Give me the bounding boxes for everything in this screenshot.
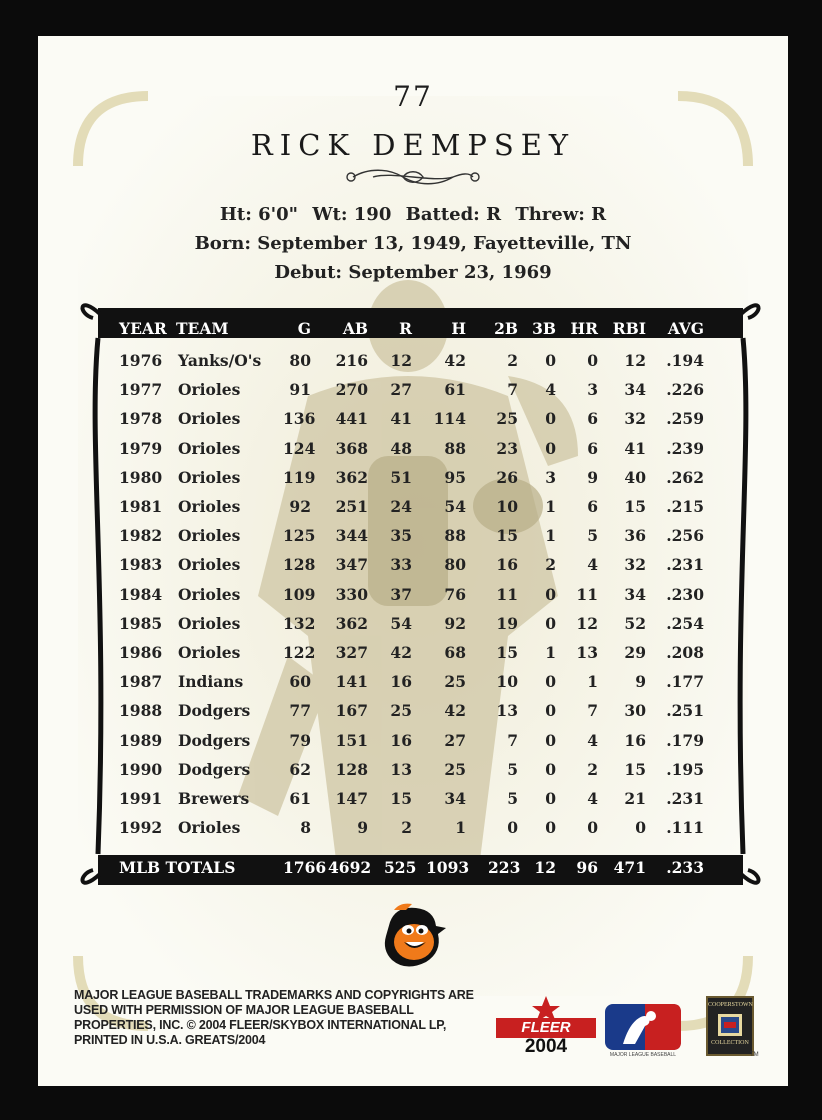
table-row	[98, 698, 743, 722]
cell-team: Dodgers	[178, 759, 251, 779]
table-row	[98, 786, 743, 810]
cell-3b: 0	[545, 701, 556, 721]
cell-team: Dodgers	[178, 730, 251, 750]
cell-rbi: 16	[624, 730, 646, 750]
totals-avg: .233	[666, 858, 704, 877]
cell-h: 114	[433, 409, 466, 429]
cell-avg: .231	[666, 555, 704, 575]
cell-ab: 9	[357, 818, 368, 838]
col-g: G	[297, 319, 311, 338]
cell-hr: 6	[587, 409, 598, 429]
cell-r: 41	[390, 409, 412, 429]
cell-year: 1988	[119, 701, 163, 721]
cell-2b: 5	[507, 759, 518, 779]
cell-avg: .179	[666, 730, 704, 750]
cell-h: 34	[444, 789, 466, 808]
cell-3b: 1	[545, 643, 556, 662]
card-back	[38, 36, 788, 1086]
table-row	[98, 728, 743, 752]
cell-r: 42	[390, 643, 412, 662]
cell-g: 92	[289, 497, 311, 516]
cell-3b: 2	[545, 555, 556, 575]
cell-r: 54	[390, 613, 412, 633]
coop-bottom-text: COLLECTION	[711, 1040, 749, 1046]
col-hr: HR	[570, 319, 598, 338]
cell-g: 79	[289, 730, 311, 750]
cell-r: 48	[390, 438, 412, 458]
cell-rbi: 9	[635, 672, 646, 692]
cell-team: Orioles	[178, 438, 241, 458]
cell-2b: 26	[496, 467, 518, 487]
cell-h: 61	[444, 380, 466, 400]
cell-3b: 0	[545, 584, 556, 604]
col-h: H	[451, 319, 466, 338]
cell-avg: .208	[666, 643, 704, 662]
col-r: R	[399, 319, 412, 338]
cell-avg: .230	[666, 584, 704, 604]
cell-rbi: 34	[624, 380, 646, 400]
cell-h: 92	[444, 613, 466, 633]
cell-3b: 1	[545, 497, 556, 516]
cell-rbi: 30	[624, 701, 646, 721]
cell-g: 124	[283, 438, 316, 458]
weight: Wt: 190	[312, 204, 392, 225]
cell-avg: .177	[666, 672, 704, 692]
cell-rbi: 12	[624, 351, 646, 370]
cell-g: 61	[289, 789, 311, 808]
cell-year: 1989	[119, 730, 163, 750]
cell-3b: 0	[545, 730, 556, 750]
cell-r: 13	[390, 759, 412, 779]
cell-3b: 0	[545, 438, 556, 458]
cell-ab: 330	[335, 584, 368, 604]
cell-avg: .239	[666, 438, 704, 458]
cell-team: Orioles	[178, 526, 241, 546]
cell-3b: 4	[545, 380, 556, 400]
cell-r: 37	[390, 584, 412, 604]
cell-year: 1976	[119, 351, 163, 370]
cell-r: 25	[390, 701, 412, 721]
cell-hr: 5	[587, 526, 598, 546]
cell-ab: 441	[335, 409, 368, 429]
cell-ab: 128	[335, 759, 368, 779]
cell-hr: 9	[587, 467, 598, 487]
orioles-bird-logo-icon	[376, 902, 448, 972]
cell-g: 136	[283, 409, 316, 429]
cell-h: 25	[444, 759, 466, 779]
cell-ab: 216	[335, 351, 368, 370]
cell-hr: 7	[587, 701, 598, 721]
table-row	[98, 494, 743, 518]
table-row	[98, 377, 743, 401]
cell-3b: 0	[545, 759, 556, 779]
cell-avg: .231	[666, 789, 704, 808]
mlb-logo-icon	[605, 1004, 681, 1052]
cell-year: 1983	[119, 555, 163, 575]
col-rbi: RBI	[612, 319, 646, 338]
born: Born: September 13, 1949, Fayetteville, TN	[194, 233, 632, 254]
table-row	[98, 348, 743, 372]
bio-line-1	[38, 204, 788, 225]
cell-year: 1982	[119, 526, 163, 546]
cell-team: Orioles	[178, 818, 241, 838]
cell-3b: 0	[545, 613, 556, 633]
cell-avg: .195	[666, 759, 704, 779]
legal-line: PRINTED IN U.S.A. GREATS/2004	[74, 1033, 266, 1047]
cell-h: 76	[444, 584, 466, 604]
coop-emblem-icon	[718, 1014, 742, 1036]
cell-2b: 19	[496, 613, 518, 633]
cell-h: 42	[444, 351, 466, 370]
cell-ab: 167	[335, 701, 368, 721]
cell-team: Dodgers	[178, 701, 251, 721]
cell-3b: 1	[545, 526, 556, 546]
cell-hr: 3	[587, 380, 598, 400]
cell-ab: 347	[335, 555, 368, 575]
cell-g: 132	[283, 613, 316, 633]
cell-rbi: 41	[624, 438, 646, 458]
table-row	[98, 669, 743, 693]
card-number: 77	[393, 80, 433, 113]
cell-ab: 147	[335, 789, 368, 808]
totals-h: 1093	[426, 858, 470, 877]
cell-year: 1979	[119, 438, 163, 458]
cell-2b: 5	[507, 789, 518, 808]
cell-rbi: 29	[624, 643, 646, 662]
mlb-caption: MAJOR LEAGUE BASEBALL	[609, 1052, 677, 1058]
cell-year: 1990	[119, 759, 163, 779]
fleer-logo-icon	[496, 996, 596, 1056]
cell-rbi: 40	[624, 467, 646, 487]
cell-g: 60	[289, 672, 311, 692]
cell-avg: .251	[666, 701, 704, 721]
col-avg: AVG	[667, 319, 704, 338]
table-row	[98, 611, 743, 635]
height: Ht: 6'0"	[219, 204, 299, 225]
cell-hr: 0	[587, 351, 598, 370]
cell-team: Orioles	[178, 555, 241, 575]
cooperstown-collection-logo-icon	[706, 996, 754, 1056]
cell-year: 1984	[119, 584, 163, 604]
cell-year: 1978	[119, 409, 163, 429]
cell-h: 88	[444, 526, 466, 546]
cell-avg: .226	[666, 380, 704, 400]
cell-rbi: 0	[635, 818, 646, 838]
cell-3b: 0	[545, 818, 556, 838]
cell-g: 91	[289, 380, 311, 400]
cell-team: Orioles	[178, 497, 241, 516]
cell-3b: 0	[545, 672, 556, 692]
cell-year: 1981	[119, 497, 163, 516]
cell-2b: 7	[507, 730, 518, 750]
cell-hr: 4	[587, 730, 598, 750]
cell-g: 80	[289, 351, 311, 370]
cell-3b: 0	[545, 409, 556, 429]
cell-team: Orioles	[178, 584, 241, 604]
cell-2b: 2	[507, 351, 518, 370]
cell-avg: .262	[666, 467, 704, 487]
cell-hr: 4	[587, 555, 598, 575]
cell-2b: 11	[496, 584, 518, 604]
totals-g: 1766	[283, 858, 327, 877]
cell-g: 119	[283, 467, 316, 487]
cell-2b: 13	[496, 701, 518, 721]
cell-rbi: 21	[624, 789, 646, 808]
cell-h: 80	[444, 555, 466, 575]
cell-hr: 6	[587, 497, 598, 516]
col-year: YEAR	[119, 319, 167, 338]
cell-r: 16	[390, 730, 412, 750]
cell-rbi: 32	[624, 555, 646, 575]
cell-team: Orioles	[178, 409, 241, 429]
cell-h: 54	[444, 497, 466, 516]
cell-year: 1986	[119, 643, 163, 662]
cell-avg: .111	[666, 818, 704, 838]
cell-2b: 7	[507, 380, 518, 400]
table-row	[98, 436, 743, 460]
table-row	[98, 815, 743, 839]
cell-ab: 368	[335, 438, 368, 458]
cell-hr: 2	[587, 759, 598, 779]
cell-year: 1977	[119, 380, 163, 400]
table-row	[98, 582, 743, 606]
cell-ab: 362	[335, 467, 368, 487]
totals-3b: 12	[534, 858, 556, 877]
cell-h: 25	[444, 672, 466, 692]
cell-r: 51	[390, 467, 412, 487]
cell-2b: 10	[496, 672, 518, 692]
table-row	[98, 523, 743, 547]
cell-ab: 344	[335, 526, 368, 546]
cell-h: 95	[444, 467, 466, 487]
cell-year: 1980	[119, 467, 163, 487]
legal-line: USED WITH PERMISSION OF MAJOR LEAGUE BASEBALL	[74, 1003, 414, 1017]
cell-g: 128	[283, 555, 316, 575]
totals-rbi: 471	[613, 858, 646, 877]
cell-rbi: 34	[624, 584, 646, 604]
cell-h: 42	[444, 701, 466, 721]
cell-ab: 327	[335, 643, 368, 662]
legal-line: MAJOR LEAGUE BASEBALL TRADEMARKS AND COPYRIGHTS ARE	[74, 988, 474, 1002]
cell-r: 12	[390, 351, 412, 370]
fleer-brand: FLEER	[496, 1018, 596, 1038]
cell-year: 1991	[119, 789, 163, 808]
fleer-year: 2004	[524, 1036, 568, 1057]
cell-ab: 151	[335, 730, 368, 750]
col-3b: 3B	[532, 319, 556, 338]
cell-r: 27	[390, 380, 412, 400]
col-ab: AB	[342, 319, 368, 338]
cell-g: 8	[300, 818, 311, 838]
table-row	[98, 552, 743, 576]
cell-year: 1992	[119, 818, 163, 838]
cell-team: Orioles	[178, 380, 241, 400]
cell-2b: 15	[496, 526, 518, 546]
cell-r: 2	[401, 818, 412, 838]
cell-g: 62	[289, 759, 311, 779]
cell-r: 16	[390, 672, 412, 692]
totals-2b: 223	[488, 858, 521, 877]
cell-avg: .256	[666, 526, 704, 546]
cell-rbi: 15	[624, 759, 646, 779]
cell-r: 33	[390, 555, 412, 575]
cell-r: 35	[390, 526, 412, 546]
cell-ab: 362	[335, 613, 368, 633]
legal-line: PROPERTIES, INC. © 2004 FLEER/SKYBOX INTERNATIONAL LP,	[74, 1018, 447, 1032]
cell-avg: .215	[666, 497, 704, 516]
cell-g: 122	[283, 643, 316, 662]
totals-r: 525	[384, 858, 417, 877]
cell-h: 68	[444, 643, 466, 662]
col-team: TEAM	[176, 319, 229, 338]
cell-3b: 0	[545, 351, 556, 370]
table-row	[98, 640, 743, 664]
cell-team: Yanks/O's	[178, 351, 262, 370]
cell-3b: 3	[545, 467, 556, 487]
cell-hr: 13	[576, 643, 598, 662]
cell-hr: 1	[587, 672, 598, 692]
cell-3b: 0	[545, 789, 556, 808]
cell-2b: 10	[496, 497, 518, 516]
col-2b: 2B	[494, 319, 518, 338]
player-name: RICK DEMPSEY	[250, 128, 576, 162]
cell-g: 77	[289, 701, 311, 721]
cell-year: 1987	[119, 672, 163, 692]
cell-r: 15	[390, 789, 412, 808]
cell-ab: 270	[335, 380, 368, 400]
cell-hr: 6	[587, 438, 598, 458]
cell-2b: 25	[496, 409, 518, 429]
cell-avg: .254	[666, 613, 704, 633]
cell-h: 1	[455, 818, 466, 838]
cell-rbi: 52	[624, 613, 646, 633]
totals-label: MLB TOTALS	[119, 858, 236, 877]
cell-hr: 12	[576, 613, 598, 633]
cell-hr: 11	[576, 584, 598, 604]
cell-team: Indians	[178, 672, 244, 692]
cell-2b: 0	[507, 818, 518, 838]
table-row	[98, 406, 743, 430]
cell-team: Orioles	[178, 613, 241, 633]
threw: Threw: R	[515, 204, 607, 225]
stats-totals-row	[98, 855, 743, 879]
flourish-ornament-icon	[343, 166, 483, 188]
cell-h: 27	[444, 730, 466, 750]
totals-hr: 96	[576, 858, 598, 877]
cell-hr: 4	[587, 789, 598, 808]
cell-rbi: 32	[624, 409, 646, 429]
cell-2b: 23	[496, 438, 518, 458]
cell-r: 24	[390, 497, 412, 516]
cell-hr: 0	[587, 818, 598, 838]
table-row	[98, 465, 743, 489]
legal-text	[74, 988, 494, 1048]
cell-g: 125	[283, 526, 316, 546]
cell-g: 109	[283, 584, 316, 604]
cell-2b: 16	[496, 555, 518, 575]
cell-team: Orioles	[178, 643, 241, 662]
cell-2b: 15	[496, 643, 518, 662]
table-row	[98, 757, 743, 781]
cell-avg: .259	[666, 409, 704, 429]
trademark: TM	[750, 1052, 759, 1058]
stats-header-row	[98, 316, 743, 340]
cell-team: Orioles	[178, 467, 241, 487]
cell-rbi: 15	[624, 497, 646, 516]
batted: Batted: R	[405, 204, 502, 225]
cell-team: Brewers	[178, 789, 250, 808]
cell-ab: 251	[335, 497, 368, 516]
totals-ab: 4692	[328, 858, 372, 877]
cell-ab: 141	[335, 672, 368, 692]
debut: Debut: September 23, 1969	[274, 262, 552, 283]
cell-avg: .194	[666, 351, 704, 370]
cell-year: 1985	[119, 613, 163, 633]
cell-rbi: 36	[624, 526, 646, 546]
cell-h: 88	[444, 438, 466, 458]
coop-top-text: COOPERSTOWN	[708, 1002, 753, 1008]
